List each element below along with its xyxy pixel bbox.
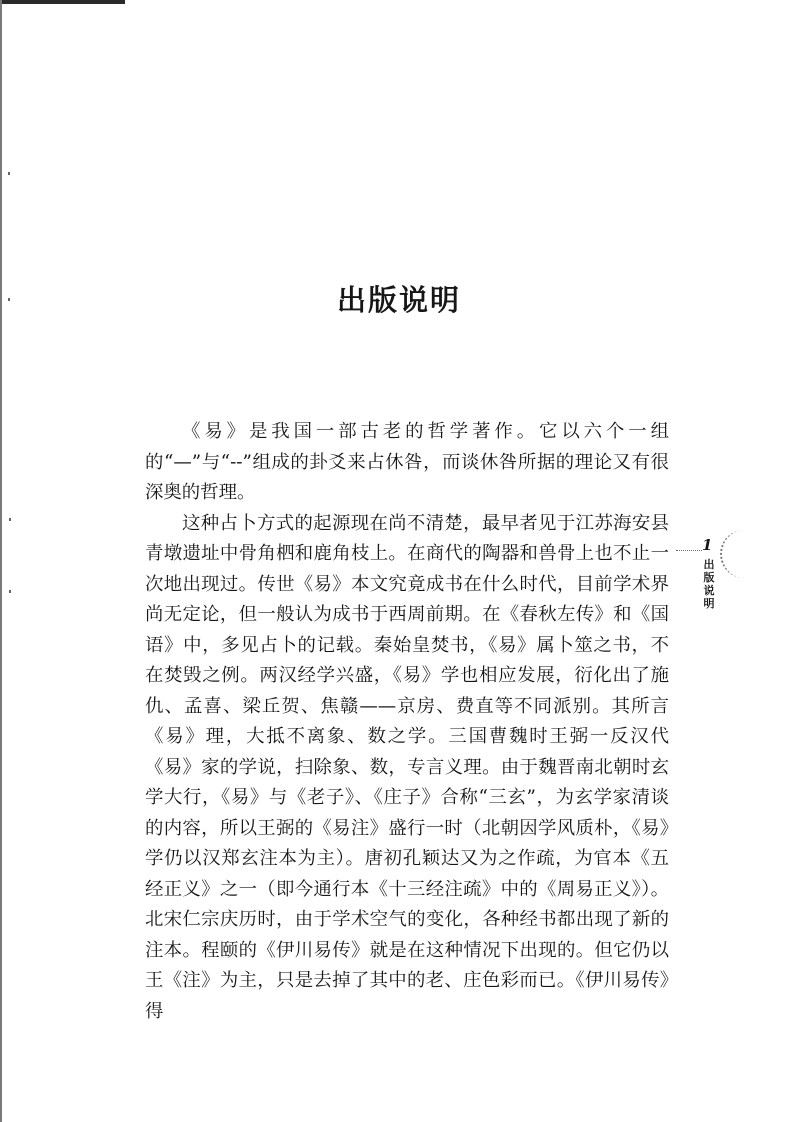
- body-text: [145, 417, 669, 1027]
- thumb-section-label: 出版说明: [703, 558, 715, 610]
- scan-speck: [9, 518, 11, 521]
- thumb-leader-line: [676, 550, 702, 551]
- page-left-edge: [0, 0, 2, 1122]
- thumb-arc-decoration: [720, 530, 762, 578]
- thumb-page-number: 1: [702, 536, 713, 554]
- paragraph-1: 《易》是我国一部古老的哲学著作。它以六个一组的“—”与“--”组成的卦爻来占休咎，而谈休咎所据的理论又有很深奥的哲理。: [145, 421, 669, 503]
- top-edge-rule: [0, 0, 125, 4]
- paragraph-2: 这种占卜方式的起源现在尚不清楚，最早者见于江苏海安县青墩遗址中骨角柶和鹿角枝上。在商代的陶器和兽骨上也不止一次地出现过。传世《易》本文究竟成书在什么时代，目前学术界尚无定论，但一般认为成书于西周前期。在《春秋左传》和《国语》中，多见占卜的记载。秦始皇焚书，《易》属卜筮之书，不在焚毁之例。两汉经学兴盛，《易》学也相应发展，衍化出了施仇、孟喜、梁丘贺、焦赣——京房、费直等不同派别。其所言《易》理，大抵不离象、数之学。三国曹魏时王弼一反汉代《易》家的学说，扫除象、数，专言义理。由于魏晋南北朝时玄学大行，《易》与《老子》、《庄子》合称“三玄”，为玄学家清谈的内容，所以王弼的《易注》盛行一时（北朝因学风质朴，《易》学仍以汉郑玄注本为主）。唐初孔颖达又为之作疏，为官本《五经正义》之一（即今通行本《十三经注疏》中的《周易正义》）。北宋仁宗庆历时，由于学术空气的变化，各种经书都出现了新的注本。程颐的《伊川易传》就是在这种情况下出现的。但它仍以王《注》为主，只是去掉了其中的老、庄色彩而已。《伊川易传》得: [145, 512, 669, 1022]
- thumb-index-tab: [700, 530, 760, 640]
- page-title: 出版说明: [336, 283, 461, 317]
- scan-speck: [9, 590, 11, 593]
- scan-speck: [8, 172, 10, 175]
